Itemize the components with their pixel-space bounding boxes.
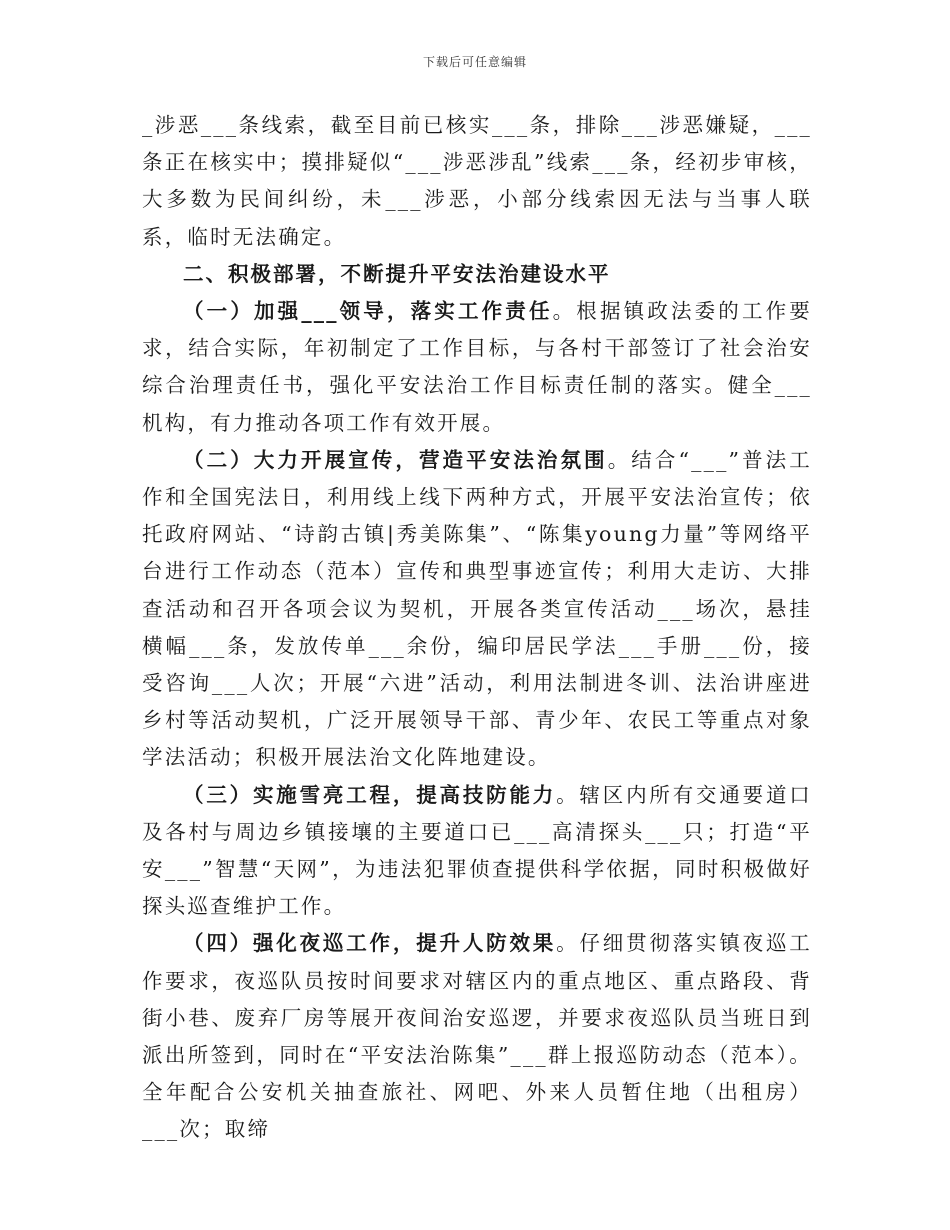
paragraph-2 <box>142 442 812 777</box>
paragraph-lead: （二）大力开展宣传，营造平安法治氛围 <box>183 447 608 472</box>
page-header: 下载后可任意编辑 <box>422 55 527 69</box>
paragraph-text: 。辖区内所有交通要道口及各村与周边乡镇接壤的主要道口已___高清探头___只；打造“平安___”智慧“天网”，为违法犯罪侦查提供科学依据，同时积极做好探头巡查维护工作。 <box>142 782 812 919</box>
paragraph-lead: （四）强化夜巡工作，提升人防效果 <box>183 931 557 956</box>
paragraph-4 <box>142 925 812 1148</box>
section-heading: 二、积极部署，不断提升平安法治建设水平 <box>183 261 611 286</box>
paragraph-1 <box>142 293 812 442</box>
paragraph-text: 。结合“___”普法工作和全国宪法日，利用线上线下两种方式，开展平安法治宣传；依托政府网站、“诗韵古镇|秀美陈集”、“陈集young力量”等网络平台进行工作动态（范本）宣传和典型事迹宣传；利用大走访、大排查活动和召开各项会议为契机，开展各类宣传活动___场次，悬挂横幅___条，发放传单___余份，编印居民学法___手册___份，接受咨询___人次；开展“六进”活动，利用法制进冬训、法治讲座进乡村等活动契机，广泛开展领导干部、青少年、农民工等重点对象学法活动；积极开展法治文化阵地建设。 <box>142 447 812 770</box>
paragraph-lead: （三）实施雪亮工程，提高技防能力 <box>183 782 557 807</box>
paragraph-lead: （一）加强___领导，落实工作责任 <box>183 299 553 324</box>
paragraph-text: _涉恶___条线索，截至目前已核实___条，排除___涉恶嫌疑，___条正在核实中；摸排疑似“___涉恶涉乱”线索___条，经初步审核，大多数为民间纠纷，未___涉恶，小部分线索因无法与当事人联系，临时无法确定。 <box>142 113 812 249</box>
paragraph-continuation <box>142 107 812 256</box>
paragraph-text: 。仔细贯彻落实镇夜巡工作要求，夜巡队员按时间要求对辖区内的重点地区、重点路段、背街小巷、废弃厂房等展开夜间治安巡逻，并要求夜巡队员当班日到派出所签到，同时在“平安法治陈集”___群上报巡防动态（范本）。全年配合公安机关抽查旅社、网吧、外来人员暂住地（出租房）___次；取缔 <box>142 931 812 1142</box>
paragraph-text: 。根据镇政法委的工作要求，结合实际，年初制定了工作目标，与各村干部签订了社会治安综合治理责任书，强化平安法治工作目标责任制的落实。健全___机构，有力推动各项工作有效开展。 <box>142 299 812 435</box>
document-body <box>142 107 812 1149</box>
paragraph-3 <box>142 777 812 926</box>
